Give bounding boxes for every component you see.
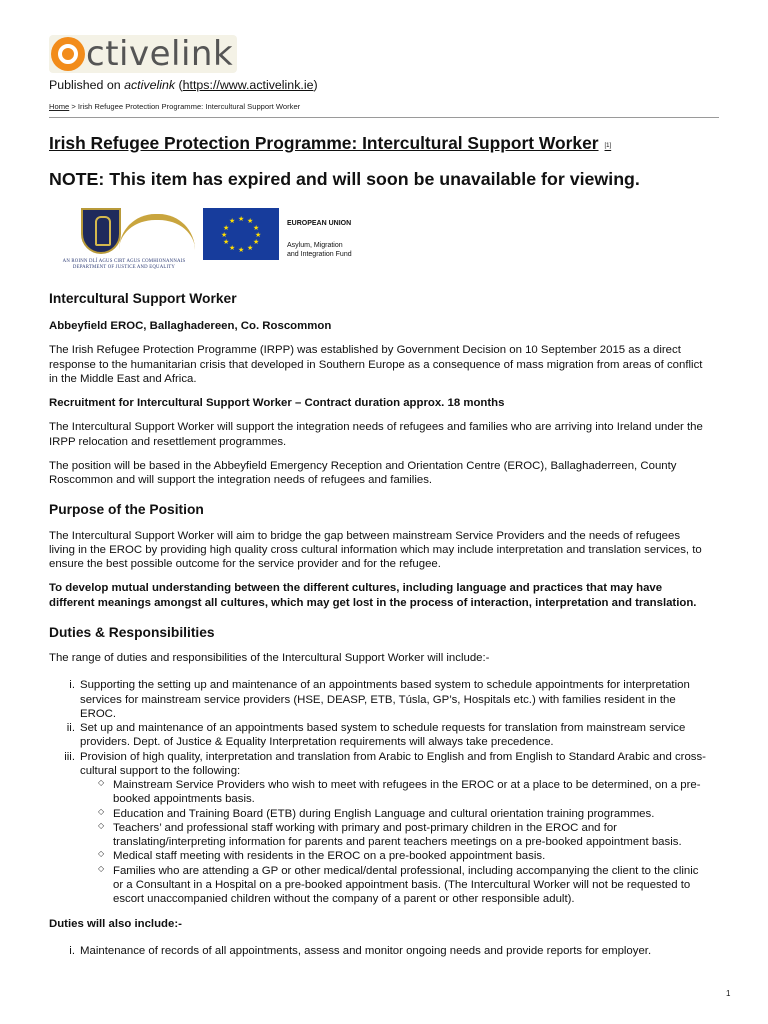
diamond-bullet-icon: ◇: [98, 806, 105, 816]
department-justice-logo: AN ROINN DLÍ AGUS CIRT AGUS COMHIONANNAIS DEPARTMENT OF JUSTICE AND EQUALITY: [49, 208, 199, 274]
list-item: ◇ Medical staff meeting with residents in the EROC on a pre-booked appointment basis.: [98, 849, 546, 863]
position-paragraph: The position will be based in the Abbeyfield Emergency Reception and Orientation Centre (EROC), Ballaghaderreen, County Roscommon and will support the integration needs of refugees and families.: [49, 459, 677, 487]
logo-text: ctivelink: [86, 34, 234, 74]
sponsor-logos: [49, 208, 706, 276]
also-list: [49, 944, 706, 958]
list-item: i. Maintenance of records of all appointments, assess and monitor ongoing needs and provide reports for employer.: [69, 944, 652, 957]
list-item: ii. Set up and maintenance of an appointments based system to schedule requests for translation from mainstream service providers. Dept. of Justice & Equality Interpretation requirements will always take precedence.: [66, 722, 686, 749]
list-item: i. Supporting the setting up and maintenance of an appointments based system to schedule appointments for interpretation services for mainstream service providers (HSE, DEASP, ETB, Túsla, GP’s, Hospitals etc.) with families resident in the EROC.: [69, 679, 690, 720]
list-item: ◇ Teachers’ and professional staff working with primary and post-primary children in the EROC and for translating/interpreting information for parents and parent teachers meetings on a pre-booked appointment basis.: [98, 820, 682, 849]
list-item: ◇ Families who are attending a GP or other medical/dental professional, including accompanying the client to the clinic or a Consultant in a Hospital on a pre-booked appointment basis. (The Intercultural Worker will not be requested to escort unaccompanied children without the company of a parent or other responsible adult).: [98, 863, 699, 906]
document-page: [49, 34, 706, 958]
diamond-bullet-icon: ◇: [98, 820, 105, 830]
logo-a-icon: [51, 37, 85, 71]
duties-heading: Duties & Responsibilities: [49, 624, 215, 640]
duties-intro: The range of duties and responsibilities of the Intercultural Support Worker will include:-: [49, 652, 490, 665]
job-heading: Intercultural Support Worker: [49, 290, 237, 306]
list-item: ◇ Mainstream Service Providers who wish to meet with refugees in the EROC or at a place to be determined, on a pre-booked appointments basis.: [98, 778, 701, 806]
swoosh-graphic: [119, 214, 195, 250]
eu-fund-label: EUROPEAN UNION Asylum, Migration and Integration Fund: [287, 219, 352, 259]
activelink-logo[interactable]: [49, 34, 706, 74]
divider: [49, 117, 719, 118]
also-heading: Duties will also include:-: [49, 918, 182, 931]
list-item: iii. Provision of high quality, interpretation and translation from Arabic to English and from English to Standard Arabic and cross-cultural support to the following: ◇ Mainstream Service Providers who wish to meet with refugees in the EROC or at a place to be determined, on a pre-booked appointments basis. ◇ Education and Training Board (ETB) during English Language and cultural orientation training programmes. ◇ Teachers’ and professional staff working with primary and post-primary children in the EROC and for translating/interpreting information for parents and parent teachers meetings on a pre-booked appointment basis. ◇ Medical staff meeting with residents in the EROC on a pre-booked appointment basis. ◇ Families who are attending a GP or other medical/dental professional, including accompanying the client to the clinic or a Consultant in a Hospital on a pre-booked appointment basis. (The Intercultural Worker will not be requested to escort unaccompanied children without the company of a parent or other responsible adult).: [64, 750, 706, 906]
breadcrumb: [49, 102, 706, 111]
page-number: 1: [726, 989, 731, 998]
site-name: activelink: [124, 78, 176, 92]
breadcrumb-current: > Irish Refugee Protection Programme: Intercultural Support Worker: [69, 101, 301, 111]
recruitment-line: Recruitment for Intercultural Support Worker – Contract duration approx. 18 months: [49, 397, 505, 410]
support-paragraph: The Intercultural Support Worker will support the integration needs of refugees and families who are arriving into Ireland under the IRPP relocation and resettlement programmes.: [49, 421, 703, 448]
harp-icon: [81, 208, 121, 254]
published-line: Published on activelink (https://www.activelink.ie): [49, 78, 318, 92]
expired-notice: NOTE: This item has expired and will soon be unavailable for viewing.: [49, 168, 640, 189]
diamond-bullet-icon: ◇: [98, 863, 105, 873]
intro-paragraph: The Irish Refugee Protection Programme (IRPP) was established by Government Decision on 10 September 2015 as a direct response to the humanitarian crisis that developed in Southern Europe as a consequence of mass migration from areas of conflict in the Middle East and Africa.: [49, 344, 703, 385]
breadcrumb-home-link[interactable]: Home: [49, 101, 70, 111]
sub-duties-list: [80, 778, 706, 906]
purpose-paragraph: The Intercultural Support Worker will aim to bridge the gap between mainstream Service Providers and the needs of refugees living in the EROC by providing high quality cross cultural information which may include interpretation and translation services, to ensure the best possible outcome for the service provider and for the refugee.: [49, 529, 702, 571]
site-url-link[interactable]: https://www.activelink.ie: [182, 78, 314, 92]
purpose-bold-paragraph: To develop mutual understanding between the different cultures, including language and practices that may have different meanings amongst all cultures, which may get lost in the process of interaction, interpretation and translation.: [49, 582, 697, 609]
title-reference: [1]: [604, 142, 612, 149]
list-item: ◇ Education and Training Board (ETB) during English Language and cultural orientation training programmes.: [98, 806, 655, 820]
page-title[interactable]: Irish Refugee Protection Programme: Intercultural Support Worker [1]: [49, 132, 612, 153]
eu-flag-icon: ★ ★ ★ ★ ★ ★ ★ ★ ★ ★ ★ ★: [203, 208, 279, 260]
diamond-bullet-icon: ◇: [98, 849, 105, 859]
duties-list: [49, 678, 706, 906]
diamond-bullet-icon: ◇: [98, 778, 105, 788]
purpose-heading: Purpose of the Position: [49, 502, 204, 518]
job-location: Abbeyfield EROC, Ballaghadereen, Co. Roscommon: [49, 320, 332, 333]
